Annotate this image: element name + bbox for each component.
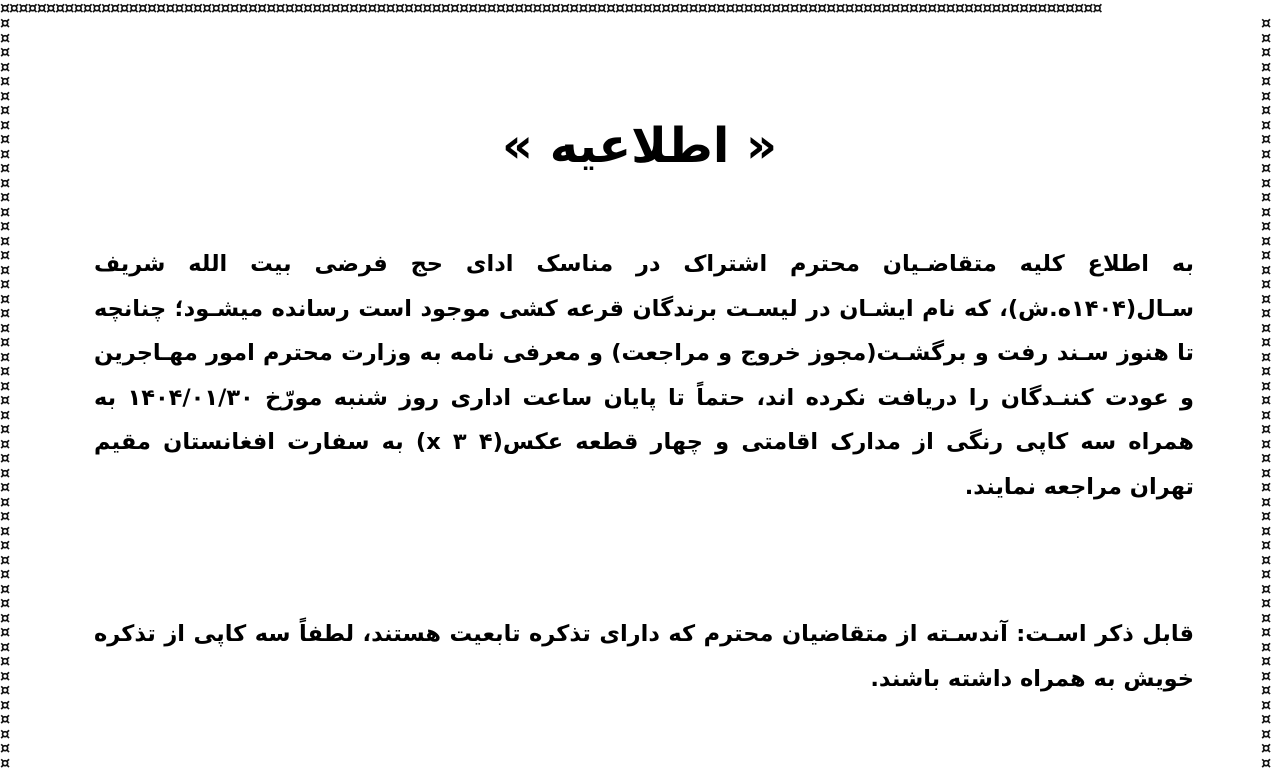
decorative-border-right: ¤¤¤¤¤¤¤¤¤¤¤¤¤¤¤¤¤¤¤¤¤¤¤¤¤¤¤¤¤¤¤¤¤¤¤¤¤¤¤¤¤¤¤¤¤¤¤¤¤¤¤¤ xyxy=(1261,13,1271,772)
notice-title: « اطلاعیه » xyxy=(501,118,778,174)
decorative-border-left: ¤¤¤¤¤¤¤¤¤¤¤¤¤¤¤¤¤¤¤¤¤¤¤¤¤¤¤¤¤¤¤¤¤¤¤¤¤¤¤¤¤¤¤¤¤¤¤¤¤¤¤¤ xyxy=(0,13,10,772)
notice-note: قابل ذکر اسـت: آندسـته از متقاضیان محترم که دارای تذکره تابعیت هستند، لطفاً سه کاپی از تذکره خویش به همراه داشته باشند. xyxy=(94,621,1194,692)
decorative-border-top: ¤¤¤¤¤¤¤¤¤¤¤¤¤¤¤¤¤¤¤¤¤¤¤¤¤¤¤¤¤¤¤¤¤¤¤¤¤¤¤¤¤¤¤¤¤¤¤¤¤¤¤¤¤¤¤¤¤¤¤¤¤¤¤¤¤¤¤¤¤¤¤¤¤¤¤¤¤¤¤¤¤¤¤¤¤¤¤¤¤¤¤¤¤¤¤¤¤¤¤¤¤¤¤¤¤¤¤¤¤¤¤¤¤¤¤¤¤¤¤¤ xyxy=(0,0,1102,17)
notice-body: به اطلاع کلیه متقاضـیان محترم اشتراک در مناسک ادای حج فرضی بیت الله شریف سـال(۱۴۰۴ه.ش)، که نام ایشـان در لیسـت برندگان قرعه کشی موجود است رسانده میشـود؛ چنانچه تا هنوز سـند رفت و برگشـت(مجوز خروج و مراجعت) و معرفی نامه به وزارت محترم امور مهـاجرین و عودت کننـدگان را دریافت نکرده اند، حتماً تا پایان ساعت اداری روز شنبه مورّخ ۱۴۰۴/۰۱/۳۰ به همراه سه کاپی رنگی از مدارک اقامتی و چهار قطعه عکس(۴ x ۳) به سفارت افغانستان مقیم تهران مراجعه نمایند. xyxy=(94,251,1194,500)
